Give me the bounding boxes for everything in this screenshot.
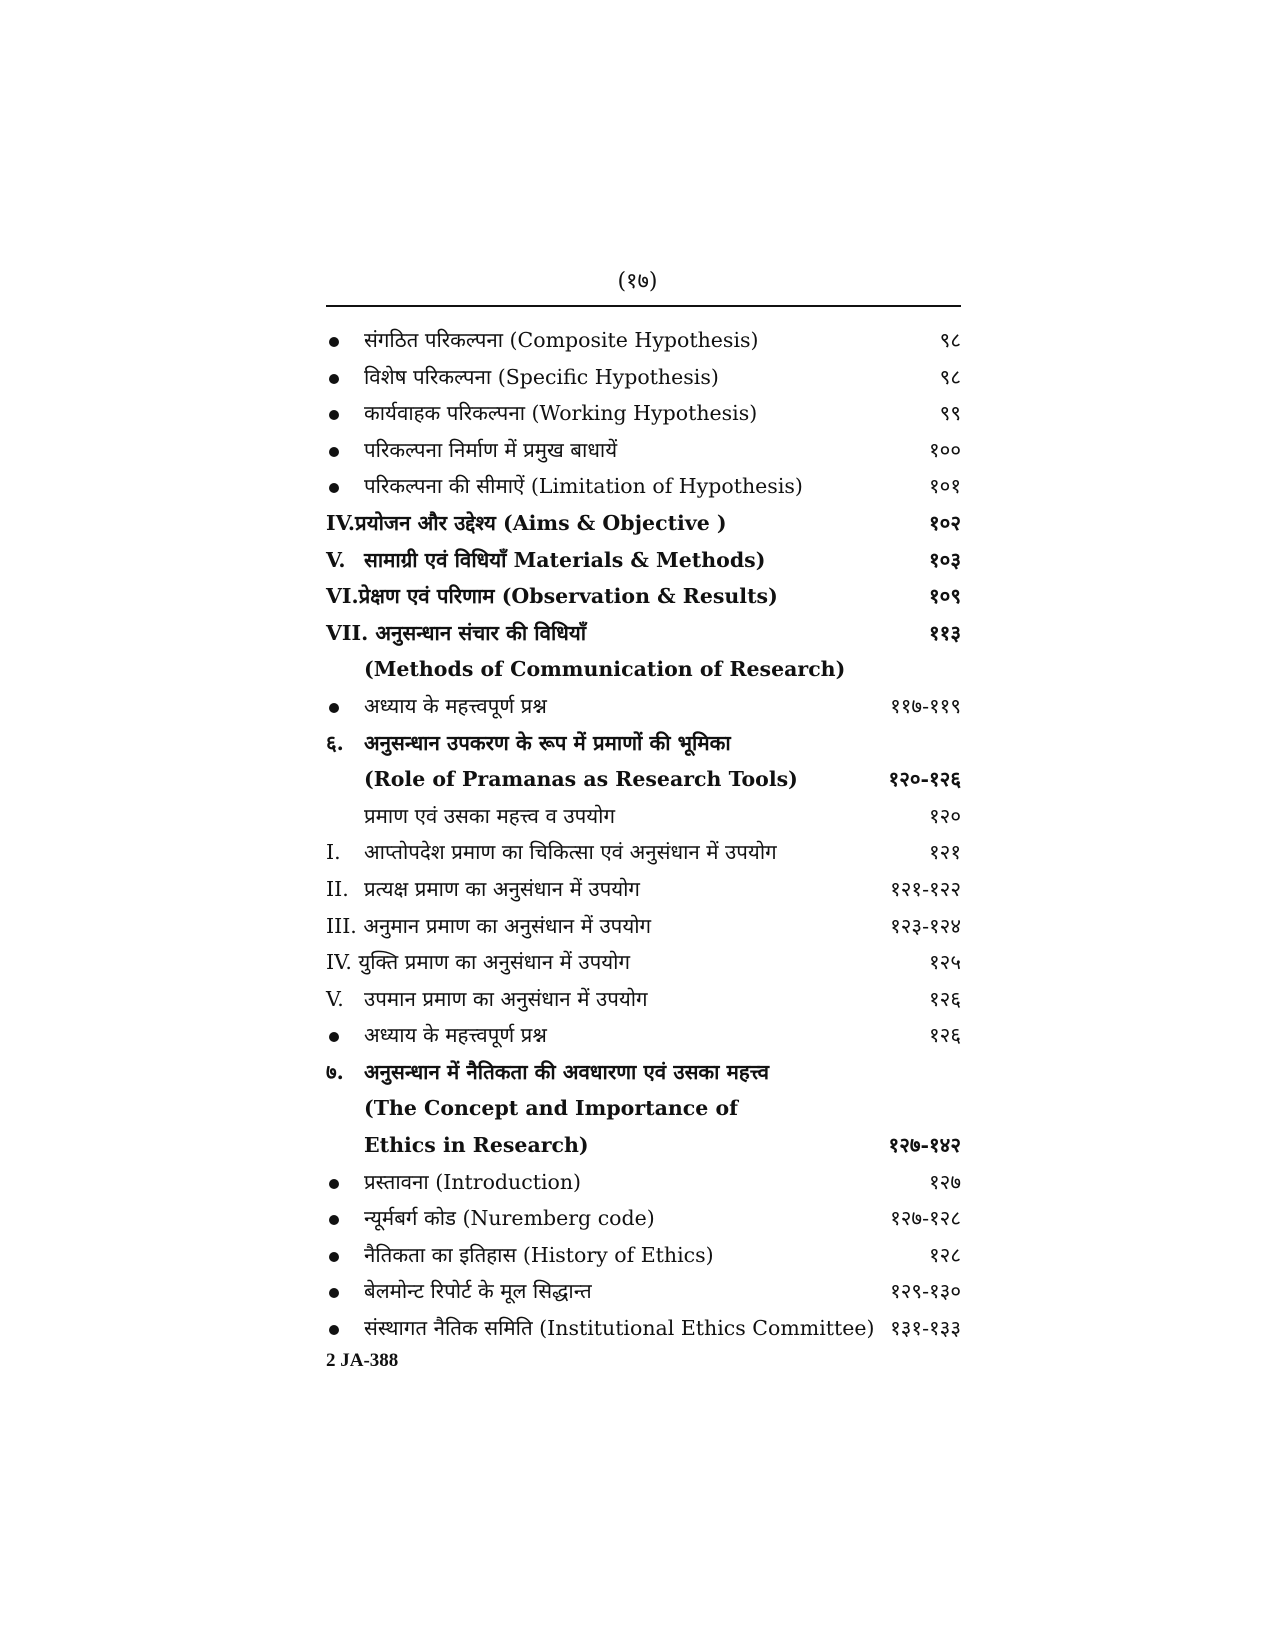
bullet-icon xyxy=(329,410,339,420)
toc-entry xyxy=(326,1273,961,1310)
bullet-icon xyxy=(329,1325,339,1335)
toc-entry xyxy=(326,834,961,871)
footer-code: 2 JA-388 xyxy=(326,1350,399,1371)
toc-entry-number: V. xyxy=(326,547,346,572)
bullet-icon xyxy=(329,1179,339,1189)
toc-entry-page: १३१-१३३ xyxy=(890,1316,961,1341)
toc-entry-title: विशेष परिकल्पना (Specific Hypothesis) xyxy=(364,364,719,389)
toc-entry-title: परिकल्पना की सीमाऐं (Limitation of Hypothesis) xyxy=(364,474,803,499)
toc-entry xyxy=(326,468,961,505)
toc-entry xyxy=(326,432,961,469)
toc-entry-page: १२१-१२२ xyxy=(890,876,961,901)
toc-entry-page: १२८ xyxy=(929,1242,961,1267)
toc-entry-page: १०१ xyxy=(929,474,961,499)
toc-entry-page: ९८ xyxy=(939,364,961,389)
toc-entry xyxy=(326,1090,961,1127)
toc-entry-page: १२० xyxy=(929,803,961,828)
toc-entry xyxy=(326,651,961,688)
toc-entry-title: प्रस्तावना (Introduction) xyxy=(364,1169,582,1194)
bullet-icon xyxy=(329,703,339,713)
toc-entry xyxy=(326,615,961,652)
toc-entry-page: १२०-१२६ xyxy=(888,767,961,792)
toc-entry-title: VII. अनुसन्धान संचार की विधियाँ xyxy=(326,620,587,645)
page-number: (१७) xyxy=(617,269,658,294)
toc-entry-title: VI.प्रेक्षण एवं परिणाम (Observation & Results) xyxy=(326,584,778,609)
toc-entry xyxy=(326,725,961,762)
toc-entry-page: १०० xyxy=(929,437,961,462)
toc-entry-title: III. अनुमान प्रमाण का अनुसंधान में उपयोग xyxy=(326,913,652,938)
toc-entry-page: १२१ xyxy=(929,840,961,865)
toc-entry-title: नैतिकता का इतिहास (History of Ethics) xyxy=(364,1242,714,1267)
toc-entry-title: सामाग्री एवं विधियाँ Materials & Methods) xyxy=(364,547,766,572)
toc-entry-title: अध्याय के महत्त्वपूर्ण प्रश्न xyxy=(364,693,547,718)
toc-entry-page: ११७-११९ xyxy=(890,693,961,718)
toc-entry-page: १२७-१२८ xyxy=(890,1206,961,1231)
toc-entry xyxy=(326,981,961,1018)
bullet-icon xyxy=(329,447,339,457)
toc-entry-title: संस्थागत नैतिक समिति (Institutional Ethics Committee) xyxy=(364,1316,875,1341)
toc-entry-number: I. xyxy=(326,840,341,865)
toc-entry-page: १०९ xyxy=(929,584,961,609)
toc-entry-title: अनुसन्धान उपकरण के रूप में प्रमाणों की भूमिका xyxy=(364,730,731,755)
toc-entry xyxy=(326,1054,961,1091)
toc-entry-title: (Methods of Communication of Research) xyxy=(364,657,846,682)
toc-entry xyxy=(326,871,961,908)
toc-entry-title: (Role of Pramanas as Research Tools) xyxy=(364,767,798,792)
toc-entry xyxy=(326,359,961,396)
toc-entry-title: उपमान प्रमाण का अनुसंधान में उपयोग xyxy=(364,986,648,1011)
toc-entry xyxy=(326,542,961,579)
toc-entry-title: Ethics in Research) xyxy=(364,1133,589,1158)
toc-entry xyxy=(326,505,961,542)
bullet-icon xyxy=(329,337,339,347)
toc-entry xyxy=(326,908,961,945)
toc-entry-page: ११३ xyxy=(929,620,961,645)
toc-entry-page: १२७ xyxy=(929,1169,961,1194)
toc-entry xyxy=(326,798,961,835)
toc-entry xyxy=(326,1237,961,1274)
toc-entry-page: १२५ xyxy=(929,950,961,975)
toc-entry-title: आप्तोपदेश प्रमाण का चिकित्सा एवं अनुसंधान में उपयोग xyxy=(364,840,777,865)
toc-entry xyxy=(326,395,961,432)
toc-entry-title: IV.प्रयोजन और उद्देश्य (Aims & Objective ) xyxy=(326,510,727,535)
toc-entry xyxy=(326,1017,961,1054)
toc-entry-number: V. xyxy=(326,986,344,1011)
toc-entry-title: संगठित परिकल्पना (Composite Hypothesis) xyxy=(364,328,759,352)
toc-entry-page: १०२ xyxy=(929,510,961,535)
toc-entry xyxy=(326,944,961,981)
toc-entry-page: ९८ xyxy=(939,328,961,352)
toc-entry-page: १२७-१४२ xyxy=(888,1133,961,1158)
toc-entry-title: कार्यवाहक परिकल्पना (Working Hypothesis) xyxy=(364,401,758,426)
toc-entry-page: १२९-१३० xyxy=(890,1279,961,1304)
toc-entry-page: १२६ xyxy=(929,986,961,1011)
toc-entry xyxy=(326,1200,961,1237)
toc-entry xyxy=(326,688,961,725)
toc-entry xyxy=(326,1310,961,1347)
toc-entry-title: प्रत्यक्ष प्रमाण का अनुसंधान में उपयोग xyxy=(364,876,640,901)
toc-entry-page: १२६ xyxy=(929,1023,961,1048)
bullet-icon xyxy=(329,1215,339,1225)
toc-entry xyxy=(326,322,961,359)
toc-entry xyxy=(326,578,961,615)
toc-entry-title: अध्याय के महत्त्वपूर्ण प्रश्न xyxy=(364,1023,547,1048)
toc-entry-number: II. xyxy=(326,876,349,901)
toc-entry xyxy=(326,1127,961,1164)
toc-entry xyxy=(326,1164,961,1201)
toc-entry xyxy=(326,761,961,798)
toc-entry-title: न्यूर्मबर्ग कोड (Nuremberg code) xyxy=(364,1206,655,1231)
bullet-icon xyxy=(329,1252,339,1262)
toc-entry-title: (The Concept and Importance of xyxy=(364,1096,738,1121)
toc-entry-title: अनुसन्धान में नैतिकता की अवधारणा एवं उसका महत्त्व xyxy=(364,1059,770,1084)
toc-entry-page: १२३-१२४ xyxy=(890,913,961,938)
toc-entry-title: प्रमाण एवं उसका महत्त्व व उपयोग xyxy=(364,803,615,828)
toc-entry-page: १०३ xyxy=(929,547,961,572)
toc-entry-number: ६. xyxy=(326,730,344,755)
toc-entry-title: बेलमोन्ट रिपोर्ट के मूल सिद्धान्त xyxy=(364,1279,592,1304)
bullet-icon xyxy=(329,1032,339,1042)
toc-entry-title: परिकल्पना निर्माण में प्रमुख बाधायें xyxy=(364,437,618,462)
toc-entry-title: IV. युक्ति प्रमाण का अनुसंधान में उपयोग xyxy=(326,950,630,975)
toc-entry-page: ९९ xyxy=(939,401,961,426)
bullet-icon xyxy=(329,1288,339,1298)
header-rule xyxy=(326,305,961,307)
toc-entry-number: ७. xyxy=(326,1059,344,1084)
bullet-icon xyxy=(329,483,339,493)
bullet-icon xyxy=(329,374,339,384)
table-of-contents xyxy=(326,322,961,1347)
